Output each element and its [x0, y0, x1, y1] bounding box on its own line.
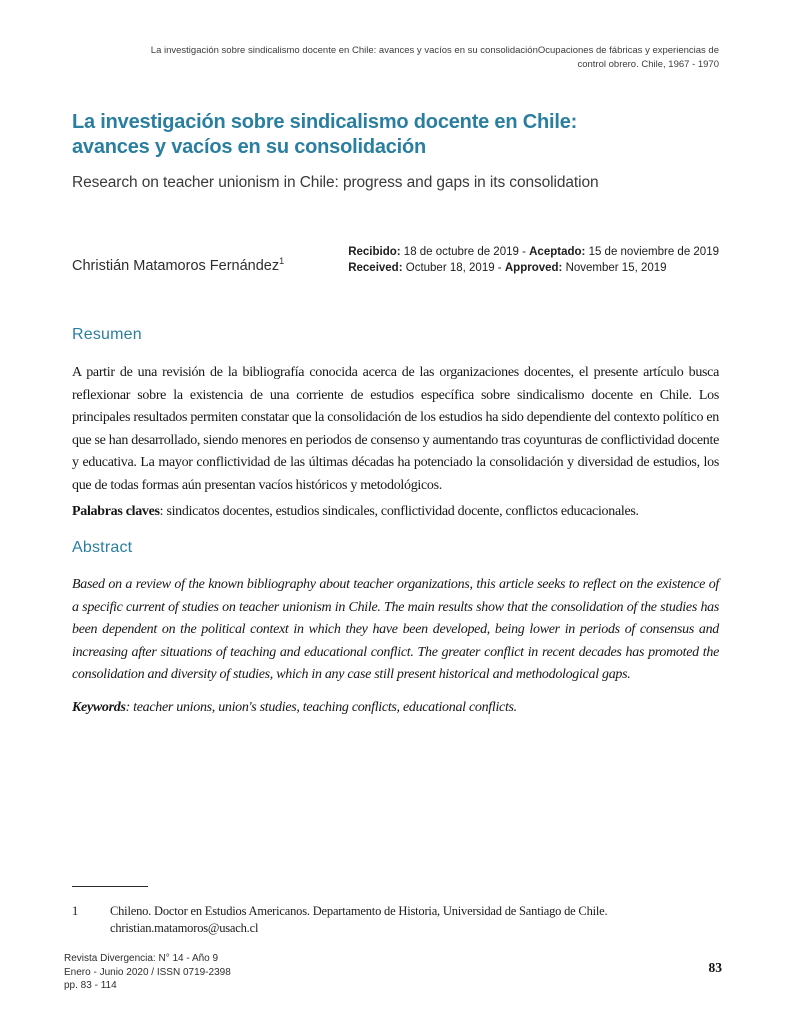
abstract-body: Based on a review of the known bibliography about teacher organizations, this article seeks to reflect on the existence of a specific current of studies on teacher unionism in Chile. The main results show that the consolidation of the studies has been dependent on the political context in which they have been developed, being lower in periods of consensus and increasing after situations of teaching and educational conflict. The greater conflict in recent decades has promoted the consolidation and diversity of studies, which in any case still present historical and methodological gaps. [72, 577, 719, 682]
approved-en-label: Approved: [504, 262, 563, 274]
dates-es-line [348, 244, 719, 260]
journal-info [64, 952, 231, 993]
author-footnote-mark: 1 [279, 256, 285, 266]
dates-block [348, 244, 719, 276]
journal-info-line1: Revista Divergencia: N° 14 - Año 9 [64, 953, 219, 964]
article-title-es [72, 110, 719, 160]
keywords-value: : teacher unions, union's studies, teaching conflicts, educational conflicts. [125, 700, 517, 715]
page-number: 83 [708, 960, 722, 975]
accepted-es-value: 15 de noviembre de 2019 [588, 246, 719, 258]
article-title-en: Research on teacher unionism in Chile: progress and gaps in its consolidation [72, 174, 599, 191]
keywords-label: Keywords [72, 700, 126, 715]
received-en-value: Octuber 18, 2019 - [405, 262, 502, 274]
article-title-es-line2: avances y vacíos en su consolidación [72, 136, 427, 158]
palabras-claves-value: : sindicatos docentes, estudios sindicales, conflictividad docente, conflictos educacionales. [159, 504, 639, 519]
abstract-heading: Abstract [72, 539, 133, 556]
journal-info-line2: Enero - Junio 2020 / ISSN 0719-2398 [64, 966, 231, 978]
palabras-claves-line [72, 501, 719, 524]
running-header: La investigación sobre sindicalismo docente en Chile: avances y vacíos en su consolidaciónOcupaciones de fábricas y experiencias de control obrero. Chile, 1967 - 1970 [150, 45, 719, 70]
journal-info-line3: pp. 83 - 114 [64, 980, 117, 991]
footnote-text: Chileno. Doctor en Estudios Americanos. Departamento de Historia, Universidad de Santiago de Chile. christian.matamoros@usach.cl [110, 904, 608, 935]
received-es-value: 18 de octubre de 2019 - [403, 246, 526, 258]
author-and-dates-row [72, 244, 719, 276]
footnote [72, 903, 732, 937]
accepted-es-label: Aceptado: [529, 246, 586, 258]
article-title-es-line1: La investigación sobre sindicalismo docente en Chile: [72, 111, 578, 133]
resumen-heading: Resumen [72, 326, 142, 343]
palabras-claves-label: Palabras claves [72, 504, 160, 519]
received-en-label: Received: [348, 262, 403, 274]
received-es-label: Recibido: [348, 246, 401, 258]
dates-en-line [348, 260, 719, 276]
author-name-text: Christián Matamoros Fernández [72, 257, 280, 274]
approved-en-value: November 15, 2019 [565, 262, 667, 274]
keywords-line [72, 697, 719, 720]
footnote-divider [72, 886, 148, 887]
author-name [72, 244, 284, 276]
footnote-number: 1 [72, 904, 79, 918]
resumen-body: A partir de una revisión de la bibliografía conocida acerca de las organizaciones docentes, el presente artículo busca reflexionar sobre la existencia de una corriente de estudios específica sobre sindicalismo docente en Chile. Los principales resultados permiten constatar que la consolidación de los estudios ha sido dependiente del contexto político en que se han desarrollado, siendo menores en periodos de consenso y aumentando tras coyunturas de conflictividad docente y educativa. La mayor conflictividad de las últimas décadas ha potenciado la consolidación y diversidad de estudios, los que de todas formas aún presentan vacíos históricos y metodológicos. [72, 365, 719, 493]
